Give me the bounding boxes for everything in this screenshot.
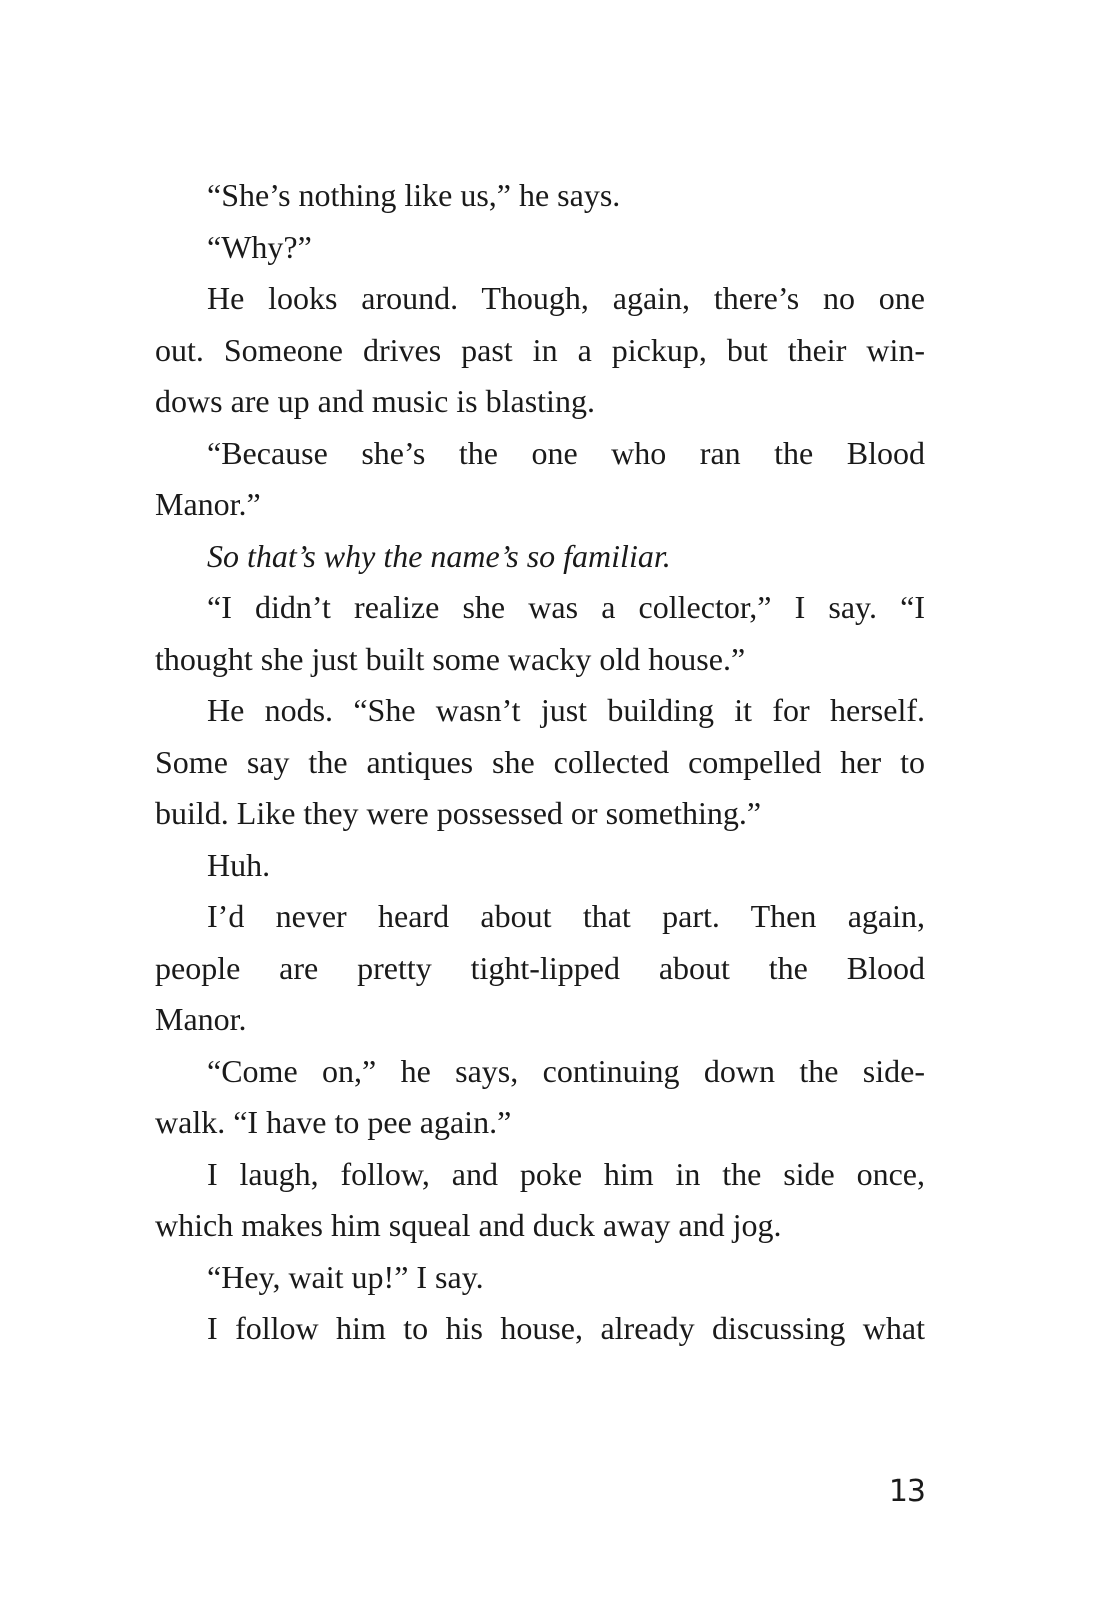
- text-line: I follow him to his house, already discussing what: [207, 1310, 925, 1346]
- text-line: which makes him squeal and duck away and jog.: [155, 1207, 782, 1243]
- text-line: dows are up and music is blasting.: [155, 383, 595, 419]
- body-text: [155, 170, 925, 1355]
- text-line: Huh.: [207, 846, 271, 883]
- text-line: people are pretty tight-lipped about the Blood: [155, 949, 925, 986]
- text-line: So that’s why the name’s so familiar.: [207, 537, 671, 574]
- text-line: “Why?”: [207, 228, 312, 265]
- text-line: Manor.”: [155, 486, 261, 522]
- text-line: I’d never heard about that part. Then again,: [207, 898, 925, 934]
- text-line: He looks around. Though, again, there’s no one: [207, 280, 925, 316]
- text-line: “I didn’t realize she was a collector,” I say. “I: [207, 589, 925, 625]
- text-line: I laugh, follow, and poke him in the side once,: [207, 1155, 925, 1192]
- text-line: thought she just built some wacky old house.”: [155, 640, 746, 677]
- text-line: build. Like they were possessed or something.”: [155, 795, 762, 831]
- text-line: “Hey, wait up!” I say.: [207, 1258, 484, 1295]
- text-line: Manor.: [155, 1001, 247, 1037]
- text-line: walk. “I have to pee again.”: [155, 1104, 512, 1140]
- text-line: “Come on,” he says, continuing down the side-: [207, 1052, 925, 1089]
- text-line: “Because she’s the one who ran the Blood: [207, 434, 925, 471]
- text-line: Some say the antiques she collected compelled her to: [155, 743, 925, 780]
- text-line: out. Someone drives past in a pickup, but their win-: [155, 331, 925, 368]
- page-number: 13: [888, 1474, 925, 1509]
- text-line: “She’s nothing like us,” he says.: [207, 177, 621, 213]
- text-line: He nods. “She wasn’t just building it for herself.: [207, 692, 925, 728]
